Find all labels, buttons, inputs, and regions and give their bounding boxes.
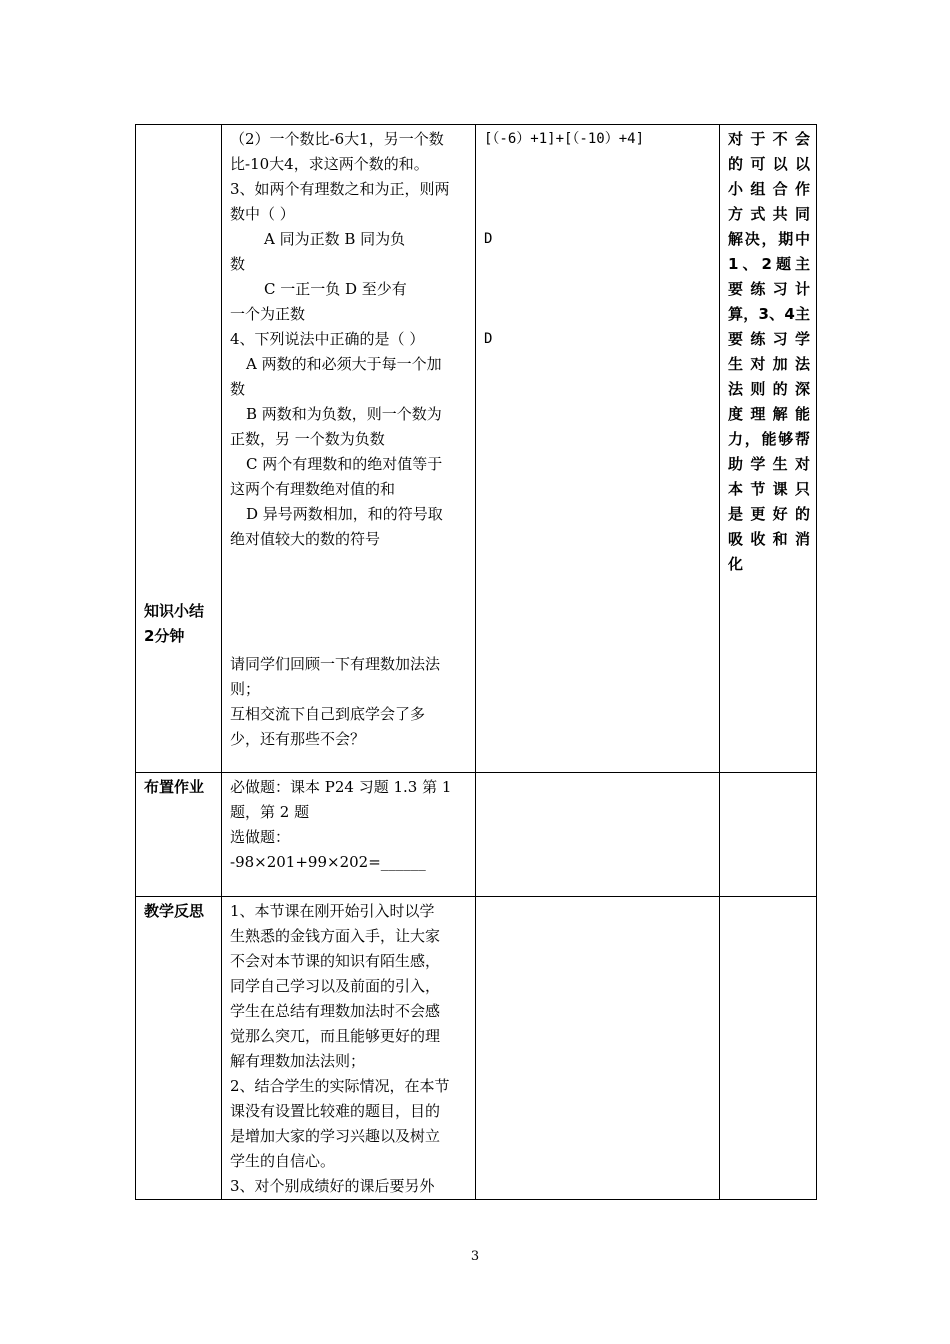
reflection-line: 2、结合学生的实际情况，在本节	[230, 1077, 450, 1095]
content-line: 比-10大4，求这两个数的和。	[230, 155, 429, 173]
reflection-line: 是增加大家的学习兴趣以及树立	[230, 1127, 441, 1145]
reflection-empty-cell	[476, 897, 720, 1200]
reflection-empty-cell	[720, 897, 817, 1200]
reflection-label: 教学反思	[144, 902, 205, 920]
note-line: 要练习学	[728, 330, 810, 348]
homework-empty-cell	[476, 773, 720, 897]
content-line: B 两数和为负数，则一个数为	[246, 405, 442, 423]
note-line: 度理解能	[728, 405, 810, 423]
answer-q3: D	[484, 231, 493, 247]
reflection-line: 生熟悉的金钱方面入手，让大家	[230, 927, 441, 945]
reflection-line: 同学自己学习以及前面的引入，	[230, 977, 441, 995]
homework-line: 题，第 2 题	[230, 803, 310, 821]
content-line: 数	[230, 380, 246, 398]
homework-row	[136, 773, 817, 897]
reflection-line: 学生的自信心。	[230, 1152, 336, 1170]
reflection-line: 学生在总结有理数加法时不会感	[230, 1002, 441, 1020]
content-line: 4、下列说法中正确的是（ ）	[230, 330, 425, 348]
note-line: 解决，期中	[728, 230, 810, 248]
note-line: 法则的深	[728, 380, 810, 398]
note-line: 的可以以	[728, 155, 810, 173]
content-line: 数中（ ）	[230, 205, 295, 223]
content-line: 正数，另 一个数为负数	[230, 430, 385, 448]
content-line: 绝对值较大的数的符号	[230, 530, 381, 548]
content-line: 3、如两个有理数之和为正，则两	[230, 180, 450, 198]
content-line: 这两个有理数绝对值的和	[230, 480, 396, 498]
content-line: C 一正一负 D 至少有	[264, 280, 407, 298]
content-line: （2）一个数比-6大1，另一个数	[230, 130, 444, 148]
reflection-line: 3、对个别成绩好的课后要另外	[230, 1177, 435, 1195]
note-line: 方式共同	[728, 205, 810, 223]
homework-empty-cell	[720, 773, 817, 897]
note-line: 算，3、4主	[728, 305, 810, 323]
content-line: C 两个有理数和的绝对值等于	[246, 455, 443, 473]
note-cell	[720, 125, 817, 773]
summary-line: 互相交流下自己到底学会了多	[230, 705, 426, 723]
summary-line: 请同学们回顾一下有理数加法法	[230, 655, 441, 673]
content-cell	[222, 125, 476, 773]
answer-q2: [（-6）+1]+[（-10）+4]	[484, 131, 645, 147]
homework-label-cell	[136, 773, 222, 897]
note-line: 对于不会	[728, 130, 810, 148]
note-line: 化	[728, 555, 744, 573]
content-line: A 同为正数 B 同为负	[264, 230, 406, 248]
homework-line: -98×201+99×202=______	[230, 853, 426, 871]
note-line: 生对加法	[728, 355, 810, 373]
stage-label-line1: 知识小结	[144, 602, 205, 620]
lesson-plan-table	[135, 124, 817, 1200]
content-line: 数	[230, 255, 246, 273]
reflection-line: 课没有设置比较难的题目，目的	[230, 1102, 441, 1120]
reflection-line: 不会对本节课的知识有陌生感，	[230, 952, 441, 970]
homework-content-cell	[222, 773, 476, 897]
stage-label-line2: 2分钟	[144, 627, 185, 645]
stage-cell	[136, 125, 222, 773]
reflection-line: 1、本节课在刚开始引入时以学	[230, 902, 435, 920]
content-line: A 两数的和必须大于每一个加	[246, 355, 442, 373]
homework-line: 选做题：	[230, 828, 291, 846]
note-line: 助学生对	[728, 455, 810, 473]
practice-row	[136, 125, 817, 773]
content-line: 一个为正数	[230, 305, 306, 323]
reflection-line: 解有理数加法法则；	[230, 1052, 366, 1070]
page-number: 3	[470, 1249, 480, 1264]
summary-line: 少，还有那些不会？	[230, 730, 366, 748]
answer-q4: D	[484, 331, 493, 347]
answer-cell	[476, 125, 720, 773]
note-line: 1、2题主	[728, 255, 810, 273]
homework-label: 布置作业	[144, 778, 205, 796]
note-line: 要练习计	[728, 280, 810, 298]
summary-line: 则；	[230, 680, 261, 698]
reflection-line: 觉那么突兀，而且能够更好的理	[230, 1027, 441, 1045]
reflection-content-cell	[222, 897, 476, 1200]
note-line: 小组合作	[728, 180, 810, 198]
note-line: 吸收和消	[728, 530, 810, 548]
teaching-note	[720, 125, 816, 577]
note-line: 是更好的	[728, 505, 810, 523]
content-line: D 异号两数相加，和的符号取	[246, 505, 443, 523]
note-line: 本节课只	[728, 480, 810, 498]
reflection-label-cell	[136, 897, 222, 1200]
reflection-row	[136, 897, 817, 1200]
homework-line: 必做题：课本 P24 习题 1.3 第 1	[230, 778, 452, 796]
note-line: 力，能够帮	[728, 430, 810, 448]
